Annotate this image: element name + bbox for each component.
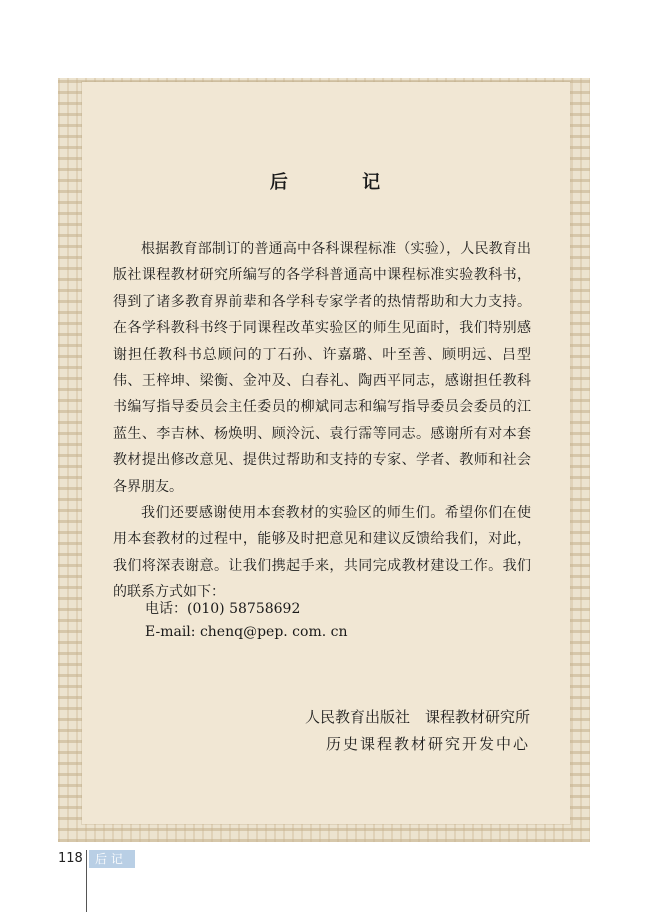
page-number: 118 [58,851,83,866]
contact-email: E-mail: chenq@pep. com. cn [145,624,348,640]
paragraph-2: 我们还要感谢使用本套教材的实验区的师生们。希望你们在使用本套教材的过程中，能够及时把意见和建议反馈给我们，对此，我们将深表谢意。让我们携起手来，共同完成教材建设工作。我们的联系方式如下： [113,505,531,601]
page-title: 后 记 [269,172,415,193]
footer-section-label: 后 记 [89,850,135,868]
signature-line-2: 历史课程教材研究开发中心 [325,735,530,753]
signature-line-1: 人民教育出版社 课程教材研究所 [304,708,530,726]
paragraph-1: 根据教育部制订的普通高中各科课程标准（实验），人民教育出版社课程教材研究所编写的各学科普通高中课程标准实验教科书，得到了诸多教育界前辈和各学科专家学者的热情帮助和大力支持。在各学科教科书终于同课程改革实验区的师生见面时，我们特别感谢担任教科书总顾问的丁石孙、许嘉璐、叶至善、顾明远、吕型伟、王梓坤、梁衡、金冲及、白春礼、陶西平同志，感谢担任教科书编写指导委员会主任委员的柳斌同志和编写指导委员会委员的江蓝生、李吉林、杨焕明、顾泠沅、袁行霈等同志。感谢所有对本套教材提出修改意见、提供过帮助和支持的专家、学者、教师和社会各界朋友。 [113,241,531,495]
body-text [113,236,531,606]
footer-divider [86,850,87,912]
contact-phone: 电话：(010) 58758692 [145,601,301,617]
